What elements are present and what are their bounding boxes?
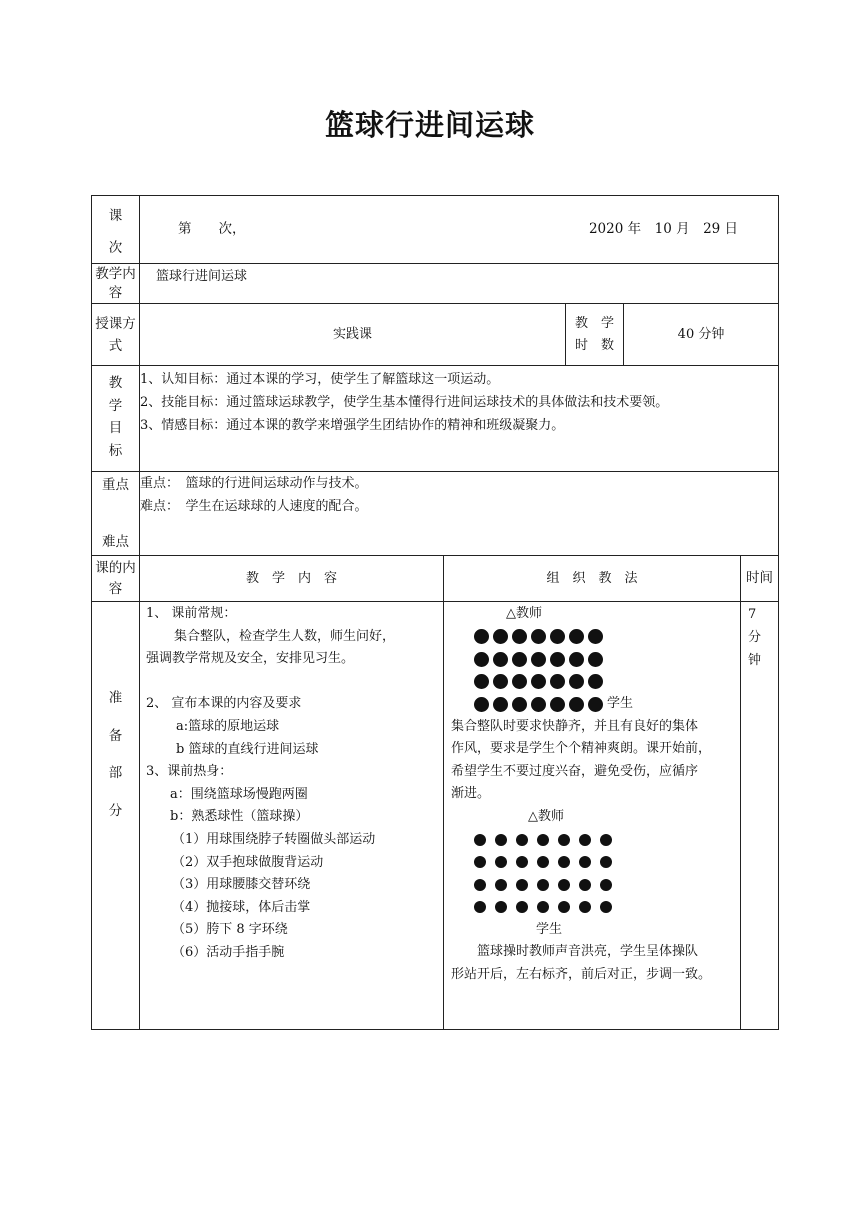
- student-formation-row: [444, 626, 740, 649]
- student-dot: [493, 629, 508, 644]
- goal-line: 2、技能目标：通过篮球运球教学，使学生基本懂得行进间运球技术的具体做法和技术要领。: [140, 395, 669, 410]
- student-dot: [569, 697, 584, 712]
- difficulty-line: 难点： 学生在运球球的人速度的配合。: [140, 499, 368, 514]
- student-formation-row: [444, 896, 740, 919]
- student-dot: [600, 901, 612, 913]
- teaching-hours-value: 40 分钟: [624, 304, 779, 366]
- student-dot: [516, 856, 528, 868]
- row-teaching-method: [92, 304, 779, 366]
- student-dot: [516, 834, 528, 846]
- student-dot: [493, 652, 508, 667]
- student-dot: [512, 652, 527, 667]
- row-teaching-content: [92, 264, 779, 304]
- student-dot: [537, 879, 549, 891]
- student-dot: [474, 697, 489, 712]
- student-dot: [495, 834, 507, 846]
- header-organization-method: 组 织 教 法: [444, 556, 741, 602]
- teaching-goals-text: [140, 366, 779, 472]
- row-lesson-number: [92, 196, 779, 264]
- page-title: 篮球行进间运球: [324, 108, 535, 142]
- student-dot: [579, 901, 591, 913]
- student-dot: [588, 629, 603, 644]
- student-dot: [558, 856, 570, 868]
- student-dot: [512, 697, 527, 712]
- student-dot: [537, 834, 549, 846]
- student-dot: [493, 674, 508, 689]
- preparation-content: 1、 课前常规： 集合整队，检查学生人数，师生问好， 强调教学常规及安全，安排见习生。 2、 宣布本课的内容及要求 a:篮球的原地运球 b 篮球的直线行进间运球 3、课前热身： a：围绕篮球场慢跑两圈 b：熟悉球性（篮球操） （1）用球围绕脖子转圈做头部运动 （2）双手抱球做腹背运动 （3）用球腰膝交替环绕 （4）抛接球，体后击掌 （5）胯下 8 字环绕 （6）活动手指手腕: [140, 602, 444, 1030]
- student-dot: [600, 834, 612, 846]
- preparation-time: 7 分 钟: [741, 602, 779, 1030]
- row-preparation: [92, 602, 779, 1030]
- lesson-number-cell: [140, 196, 779, 264]
- teaching-content-label: 教学内容: [92, 264, 140, 304]
- student-formation-row: [444, 874, 740, 897]
- student-dot: [569, 629, 584, 644]
- student-dot: [512, 629, 527, 644]
- teaching-method-label: 授课方式: [92, 304, 140, 366]
- student-dot: [569, 652, 584, 667]
- student-dot: [495, 856, 507, 868]
- student-dot: [531, 697, 546, 712]
- student-dot: [558, 834, 570, 846]
- header-lesson-content: 课的内容: [92, 556, 140, 602]
- goal-line: 1、认知目标：通过本课的学习，使学生了解篮球这一项运动。: [140, 372, 500, 387]
- student-dot: [474, 856, 486, 868]
- row-teaching-goals: [92, 366, 779, 472]
- lesson-date: 2020 年 10 月 29 日: [588, 221, 739, 237]
- header-time: 时间: [741, 556, 779, 602]
- teacher-position-1: △教师: [506, 606, 542, 621]
- teaching-method-value: 实践课: [140, 304, 566, 366]
- student-dot: [579, 879, 591, 891]
- lesson-number-label: 课 次: [92, 196, 140, 264]
- student-formation-row: [444, 648, 740, 671]
- student-dot: [579, 834, 591, 846]
- lesson-plan-table: [91, 195, 779, 1030]
- student-dot: [588, 674, 603, 689]
- student-dot: [569, 674, 584, 689]
- student-dot: [474, 901, 486, 913]
- student-dot: [588, 697, 603, 712]
- student-dot: [493, 697, 508, 712]
- student-dot: [474, 879, 486, 891]
- student-dot: [495, 901, 507, 913]
- teaching-hours-label: 教 学 时 数: [566, 304, 624, 366]
- student-dot: [558, 901, 570, 913]
- key-point-line: 重点： 篮球的行进间运球动作与技术。: [140, 476, 368, 491]
- key-points-label: 重点 难点: [92, 472, 140, 556]
- student-dot: [537, 901, 549, 913]
- student-dot: [531, 629, 546, 644]
- student-dot: [531, 674, 546, 689]
- student-dot: [550, 652, 565, 667]
- student-formation-row: [444, 829, 740, 852]
- organization-method: △教师 学生 集合整队时要求快静齐，并且有良好的集体 作风，要求是学生个个精神爽朗。课开始前， 希望学生不要过度兴奋，避免受伤，应循序 渐进。 △教师 学生 篮球操时教师声音洪亮，学生呈体操队 形站开后，左右标齐，前后对正，步调一致。: [444, 602, 741, 1030]
- student-dot: [550, 674, 565, 689]
- teaching-goals-label: 教 学 目 标: [92, 366, 140, 472]
- teacher-position-2: △教师: [528, 808, 564, 824]
- student-dot: [474, 674, 489, 689]
- student-label-1: 学生: [607, 696, 634, 712]
- student-dot: [474, 652, 489, 667]
- student-formation-row: [444, 693, 740, 716]
- student-dot: [512, 674, 527, 689]
- student-dot: [531, 652, 546, 667]
- student-dot: [579, 856, 591, 868]
- student-label-2: 学生: [536, 921, 563, 937]
- preparation-label: 准 备 部 分: [92, 602, 140, 1030]
- student-formation-row: [444, 671, 740, 694]
- student-dot: [600, 856, 612, 868]
- header-teaching-content: 教 学 内 容: [140, 556, 444, 602]
- student-dot: [516, 879, 528, 891]
- student-dot: [537, 856, 549, 868]
- student-formation-row: [444, 851, 740, 874]
- row-key-points: [92, 472, 779, 556]
- student-dot: [474, 629, 489, 644]
- lesson-number-text: 第 次，: [178, 221, 246, 237]
- student-dot: [474, 834, 486, 846]
- student-dot: [600, 879, 612, 891]
- student-dot: [588, 652, 603, 667]
- student-dot: [495, 879, 507, 891]
- goal-line: 3、情感目标：通过本课的教学来增强学生团结协作的精神和班级凝聚力。: [140, 418, 565, 433]
- student-dot: [516, 901, 528, 913]
- key-points-text: [140, 472, 779, 556]
- student-dot: [558, 879, 570, 891]
- student-dot: [550, 697, 565, 712]
- teaching-content-value: 篮球行进间运球: [140, 264, 779, 304]
- row-section-header: [92, 556, 779, 602]
- student-dot: [550, 629, 565, 644]
